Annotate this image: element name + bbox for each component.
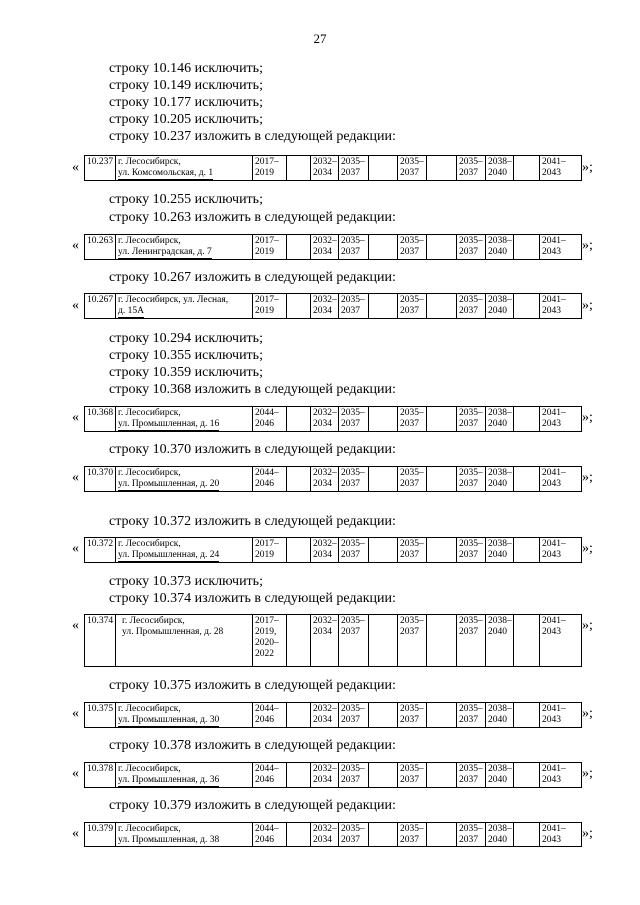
empty-cell: [369, 294, 398, 318]
empty-cell: [369, 235, 398, 259]
row-address: г. Лесосибирск, ул. Промышленная, д. 28: [116, 615, 253, 666]
empty-cell: [287, 294, 311, 318]
instruction-line: строку 10.355 исключить;: [109, 348, 263, 363]
row-period-c: 2035– 2037: [398, 703, 427, 727]
row-address: г. Лесосибирск, ул. Промышленная, д. 38: [116, 823, 253, 846]
open-quote: «: [72, 618, 79, 633]
empty-cell: [514, 763, 540, 787]
row-period-e: 2038– 2040: [486, 763, 514, 787]
row-period-a: 2032– 2034: [311, 294, 339, 318]
row-period-b: 2035– 2037: [339, 156, 369, 180]
row-years: 2044– 2046: [253, 467, 287, 491]
table-row: [84, 762, 582, 788]
instruction-line: строку 10.237 изложить в следующей редакции:: [109, 129, 396, 144]
table-row: [84, 702, 582, 728]
row-period-d: 2035– 2037: [457, 407, 486, 431]
row-period-f: 2041– 2043: [542, 764, 566, 785]
empty-cell: [369, 538, 398, 562]
open-quote: «: [72, 826, 79, 841]
empty-cell: [287, 467, 311, 491]
open-quote: «: [72, 541, 79, 556]
row-period-b: 2035– 2037: [339, 467, 369, 491]
open-quote: «: [72, 410, 79, 425]
instruction-line: строку 10.359 исключить;: [109, 365, 263, 380]
table-row: [84, 537, 582, 563]
row-period-f: 2041– 2043: [542, 468, 566, 489]
close-quote: »;: [582, 766, 593, 781]
empty-cell: [514, 467, 540, 491]
table-row: [84, 406, 582, 432]
row-period-c: 2035– 2037: [398, 407, 427, 431]
instruction-line: строку 10.263 изложить в следующей редакции:: [109, 210, 396, 225]
row-period-c: 2035– 2037: [398, 235, 427, 259]
close-quote: »;: [582, 298, 593, 313]
page-number: 27: [313, 31, 327, 46]
row-number: 10.370: [85, 467, 116, 491]
empty-cell: [427, 407, 457, 431]
empty-cell: [514, 615, 540, 666]
table-row: [84, 155, 582, 181]
instruction-line: строку 10.267 изложить в следующей редакции:: [109, 270, 396, 285]
row-period-c: 2035– 2037: [398, 156, 427, 180]
empty-cell: [369, 703, 398, 727]
empty-cell: [427, 703, 457, 727]
row-number: 10.263: [85, 235, 116, 259]
empty-cell: [287, 235, 311, 259]
row-period-f: 2041– 2043: [542, 539, 566, 560]
row-years: 2017– 2019: [253, 156, 287, 180]
row-period-d: 2035– 2037: [457, 235, 486, 259]
row-period-e: 2038– 2040: [486, 615, 514, 666]
empty-cell: [427, 763, 457, 787]
row-number: 10.237: [85, 156, 116, 180]
row-number: 10.379: [85, 823, 116, 846]
row-period-e: 2038– 2040: [486, 823, 514, 846]
open-quote: «: [72, 238, 79, 253]
instruction-line: строку 10.294 исключить;: [109, 331, 263, 346]
row-years: 2017– 2019: [253, 235, 287, 259]
table-row: [84, 822, 582, 847]
empty-cell: [287, 763, 311, 787]
row-period-d: 2035– 2037: [457, 294, 486, 318]
instruction-line: строку 10.370 изложить в следующей редакции:: [109, 442, 396, 457]
row-period-e: 2038– 2040: [486, 407, 514, 431]
row-period-a: 2032– 2034: [311, 467, 339, 491]
row-period-c: 2035– 2037: [398, 823, 427, 846]
table-row: [84, 614, 582, 667]
close-quote: »;: [582, 826, 593, 841]
empty-cell: [369, 615, 398, 666]
row-period-d: 2035– 2037: [457, 615, 486, 666]
row-period-b: 2035– 2037: [339, 538, 369, 562]
instruction-line: строку 10.146 исключить;: [109, 61, 263, 76]
row-period-a: 2032– 2034: [311, 703, 339, 727]
row-period-e: 2038– 2040: [486, 467, 514, 491]
empty-cell: [514, 703, 540, 727]
row-period-e: 2038– 2040: [486, 156, 514, 180]
empty-cell: [287, 615, 311, 666]
row-number: 10.378: [85, 763, 116, 787]
row-period-d: 2035– 2037: [457, 703, 486, 727]
row-years: 2044– 2046: [253, 823, 287, 846]
row-number: 10.368: [85, 407, 116, 431]
row-address: г. Лесосибирск, ул. Промышленная, д. 30: [116, 703, 253, 727]
empty-cell: [369, 467, 398, 491]
empty-cell: [514, 294, 540, 318]
row-period-f: 2041– 2043: [542, 157, 566, 178]
empty-cell: [287, 823, 311, 846]
row-period-f: 2041– 2043: [542, 295, 566, 316]
empty-cell: [427, 235, 457, 259]
instruction-line: строку 10.372 изложить в следующей редакции:: [109, 514, 396, 529]
close-quote: »;: [582, 470, 593, 485]
instruction-line: строку 10.379 изложить в следующей редакции:: [109, 798, 396, 813]
row-number: 10.372: [85, 538, 116, 562]
empty-cell: [287, 156, 311, 180]
instruction-line: строку 10.205 исключить;: [109, 112, 263, 127]
close-quote: »;: [582, 541, 593, 556]
close-quote: »;: [582, 706, 593, 721]
empty-cell: [427, 156, 457, 180]
row-address: г. Лесосибирск, ул. Промышленная, д. 16: [116, 407, 253, 431]
row-number: 10.374: [85, 615, 116, 666]
row-period-c: 2035– 2037: [398, 294, 427, 318]
row-period-d: 2035– 2037: [457, 156, 486, 180]
instruction-line: строку 10.374 изложить в следующей редакции:: [109, 591, 396, 606]
instruction-line: строку 10.378 изложить в следующей редакции:: [109, 738, 396, 753]
empty-cell: [514, 235, 540, 259]
close-quote: »;: [582, 410, 593, 425]
row-period-c: 2035– 2037: [398, 615, 427, 666]
table-row: [84, 466, 582, 492]
row-period-d: 2035– 2037: [457, 823, 486, 846]
close-quote: »;: [582, 238, 593, 253]
empty-cell: [427, 538, 457, 562]
empty-cell: [369, 156, 398, 180]
row-address: г. Лесосибирск, ул. Комсомольская, д. 1: [116, 156, 253, 180]
empty-cell: [427, 467, 457, 491]
row-period-f: 2041– 2043: [542, 408, 566, 429]
row-period-c: 2035– 2037: [398, 763, 427, 787]
row-period-b: 2035– 2037: [339, 407, 369, 431]
close-quote: »;: [582, 618, 593, 633]
empty-cell: [427, 294, 457, 318]
row-address: г. Лесосибирск, ул. Промышленная, д. 20: [116, 467, 253, 491]
row-period-c: 2035– 2037: [398, 467, 427, 491]
row-period-e: 2038– 2040: [486, 235, 514, 259]
row-period-b: 2035– 2037: [339, 294, 369, 318]
row-years: 2044– 2046: [253, 703, 287, 727]
empty-cell: [427, 615, 457, 666]
row-period-a: 2032– 2034: [311, 615, 339, 666]
open-quote: «: [72, 160, 79, 175]
instruction-line: строку 10.149 исключить;: [109, 78, 263, 93]
row-period-e: 2038– 2040: [486, 538, 514, 562]
empty-cell: [287, 538, 311, 562]
empty-cell: [514, 156, 540, 180]
instruction-line: строку 10.368 изложить в следующей редакции:: [109, 382, 396, 397]
open-quote: «: [72, 298, 79, 313]
row-number: 10.267: [85, 294, 116, 318]
row-address: г. Лесосибирск, ул. Ленинградская, д. 7: [116, 235, 253, 259]
empty-cell: [514, 407, 540, 431]
row-period-b: 2035– 2037: [339, 703, 369, 727]
empty-cell: [369, 407, 398, 431]
row-period-a: 2032– 2034: [311, 407, 339, 431]
row-period-f: 2041– 2043: [542, 236, 566, 257]
instruction-line: строку 10.177 исключить;: [109, 95, 263, 110]
row-period-e: 2038– 2040: [486, 294, 514, 318]
row-years: 2044– 2046: [253, 763, 287, 787]
row-years: 2017– 2019: [253, 294, 287, 318]
instruction-line: строку 10.375 изложить в следующей редакции:: [109, 678, 396, 693]
row-years: 2017– 2019: [253, 538, 287, 562]
row-years: 2017– 2019, 2020– 2022: [253, 615, 287, 666]
row-period-b: 2035– 2037: [339, 763, 369, 787]
empty-cell: [369, 763, 398, 787]
row-address: г. Лесосибирск, ул. Промышленная, д. 36: [116, 763, 253, 787]
empty-cell: [287, 703, 311, 727]
row-address: г. Лесосибирск, ул. Лесная, д. 15А: [116, 294, 253, 318]
row-period-b: 2035– 2037: [339, 823, 369, 846]
row-period-c: 2035– 2037: [398, 538, 427, 562]
row-address: г. Лесосибирск, ул. Промышленная, д. 24: [116, 538, 253, 562]
empty-cell: [427, 823, 457, 846]
row-period-a: 2032– 2034: [311, 538, 339, 562]
open-quote: «: [72, 766, 79, 781]
empty-cell: [287, 407, 311, 431]
row-period-a: 2032– 2034: [311, 763, 339, 787]
row-period-f: 2041– 2043: [542, 616, 566, 637]
row-period-a: 2032– 2034: [311, 156, 339, 180]
row-period-a: 2032– 2034: [311, 235, 339, 259]
table-row: [84, 293, 582, 319]
row-period-d: 2035– 2037: [457, 467, 486, 491]
row-period-d: 2035– 2037: [457, 763, 486, 787]
row-years: 2044– 2046: [253, 407, 287, 431]
row-period-e: 2038– 2040: [486, 703, 514, 727]
open-quote: «: [72, 706, 79, 721]
instruction-line: строку 10.373 исключить;: [109, 574, 263, 589]
row-period-f: 2041– 2043: [542, 704, 566, 725]
empty-cell: [514, 823, 540, 846]
open-quote: «: [72, 470, 79, 485]
row-number: 10.375: [85, 703, 116, 727]
row-period-b: 2035– 2037: [339, 235, 369, 259]
empty-cell: [514, 538, 540, 562]
close-quote: »;: [582, 160, 593, 175]
table-row: [84, 234, 582, 260]
row-period-f: 2041– 2043: [542, 824, 566, 845]
instruction-line: строку 10.255 исключить;: [109, 192, 263, 207]
empty-cell: [369, 823, 398, 846]
row-period-a: 2032– 2034: [311, 823, 339, 846]
row-period-d: 2035– 2037: [457, 538, 486, 562]
row-period-b: 2035– 2037: [339, 615, 369, 666]
